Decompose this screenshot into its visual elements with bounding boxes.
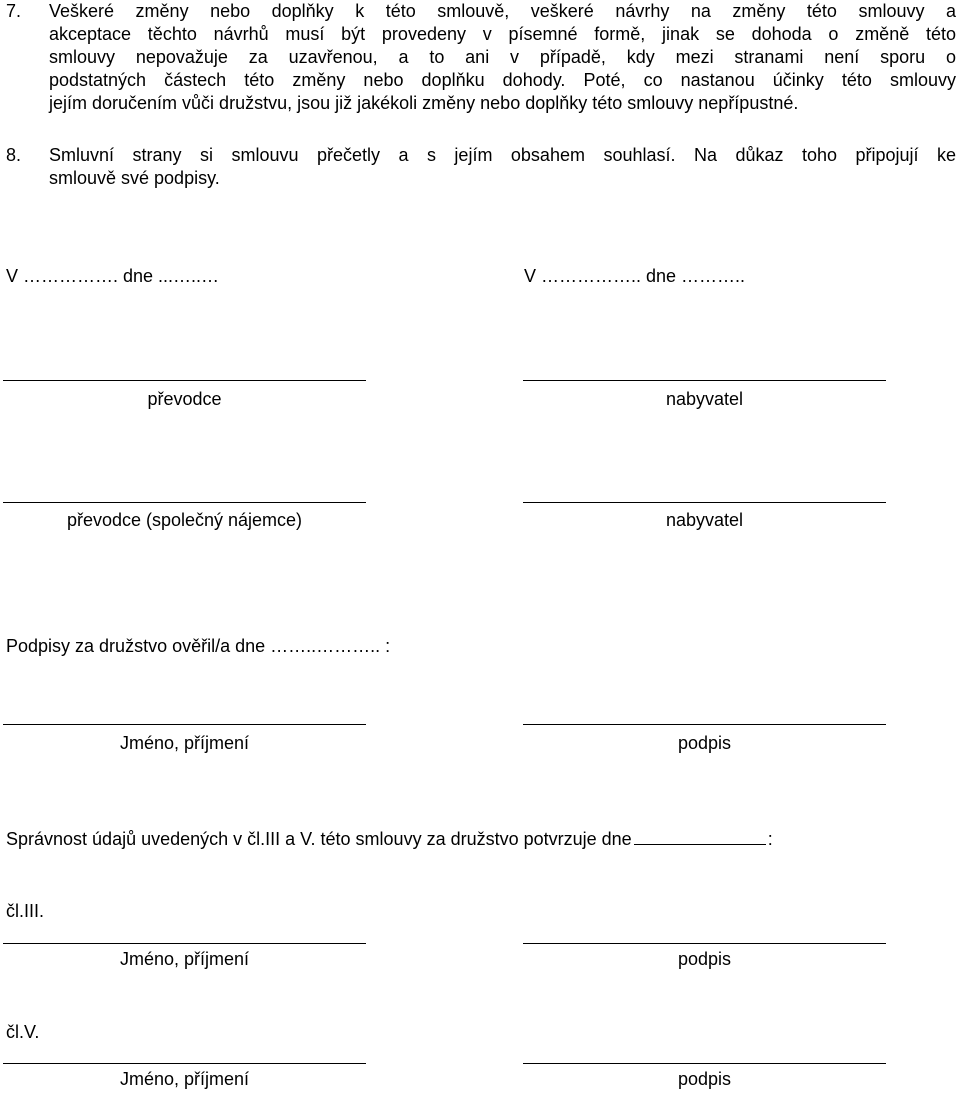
caption-transferor: převodce [147,389,222,409]
verification-text: Podpisy za družstvo ověřil/a dne ……..……….. : [6,636,391,656]
confirmation-line [6,828,773,850]
caption-signature: podpis [677,733,732,753]
caption-acquirer: nabyvatel [665,389,744,409]
clause-line: akceptace těchto návrhů musí být provedeny v písemné formě, jinak se dohoda o změně této [49,24,956,44]
caption-acquirer-2: nabyvatel [665,510,744,530]
article-v-signature-line [523,1063,886,1064]
clause-body [49,0,956,115]
clause-line: Veškeré změny nebo doplňky k této smlouvě, veškeré návrhy na změny této smlouvy a [49,1,956,21]
place-date-right: V …………….. dne ……….. [524,266,746,286]
caption-name: Jméno, příjmení [119,733,250,753]
clause-line: jejím doručením vůči družstvu, jsou již jakékoli změny nebo doplňky této smlouvy nepřípustné. [49,93,799,113]
caption-name: Jméno, příjmení [119,949,250,969]
article-iii-label: čl.III. [6,901,45,921]
place-date-left: V ……………. dne ...…..… [6,266,220,286]
verification-signature-line [523,724,886,725]
article-iii-signature-line [523,943,886,944]
clause-number: 8. [6,145,22,165]
clause-8 [6,144,956,190]
clause-body [49,144,956,190]
signature-line-acquirer [523,380,886,381]
signature-line-joint-tenant [3,502,366,503]
clause-line: smlouvy nepovažuje za uzavřenou, a to ani v případě, kdy mezi stranami není sporu o [49,47,956,67]
clause-line: podstatných částech této změny nebo doplňku dohody. Poté, co nastanou účinky této smlouvy [49,70,956,90]
signature-line-transferor [3,380,366,381]
clause-7 [6,0,956,115]
caption-joint-tenant: převodce (společný nájemce) [66,510,303,530]
date-blank [634,828,766,845]
confirmation-colon: : [767,829,773,849]
confirmation-text: Správnost údajů uvedených v čl.III a V. této smlouvy za družstvo potvrzuje dne [6,829,632,849]
article-v-label: čl.V. [6,1022,40,1042]
caption-signature: podpis [677,1069,732,1089]
clause-line: smlouvě své podpisy. [49,168,220,188]
caption-signature: podpis [677,949,732,969]
article-iii-name-line [3,943,366,944]
article-v-name-line [3,1063,366,1064]
verification-name-line [3,724,366,725]
signature-line-acquirer-2 [523,502,886,503]
clause-line: Smluvní strany si smlouvu přečetly a s jejím obsahem souhlasí. Na důkaz toho připojují ke [49,145,956,165]
clause-number: 7. [6,1,22,21]
caption-name: Jméno, příjmení [119,1069,250,1089]
